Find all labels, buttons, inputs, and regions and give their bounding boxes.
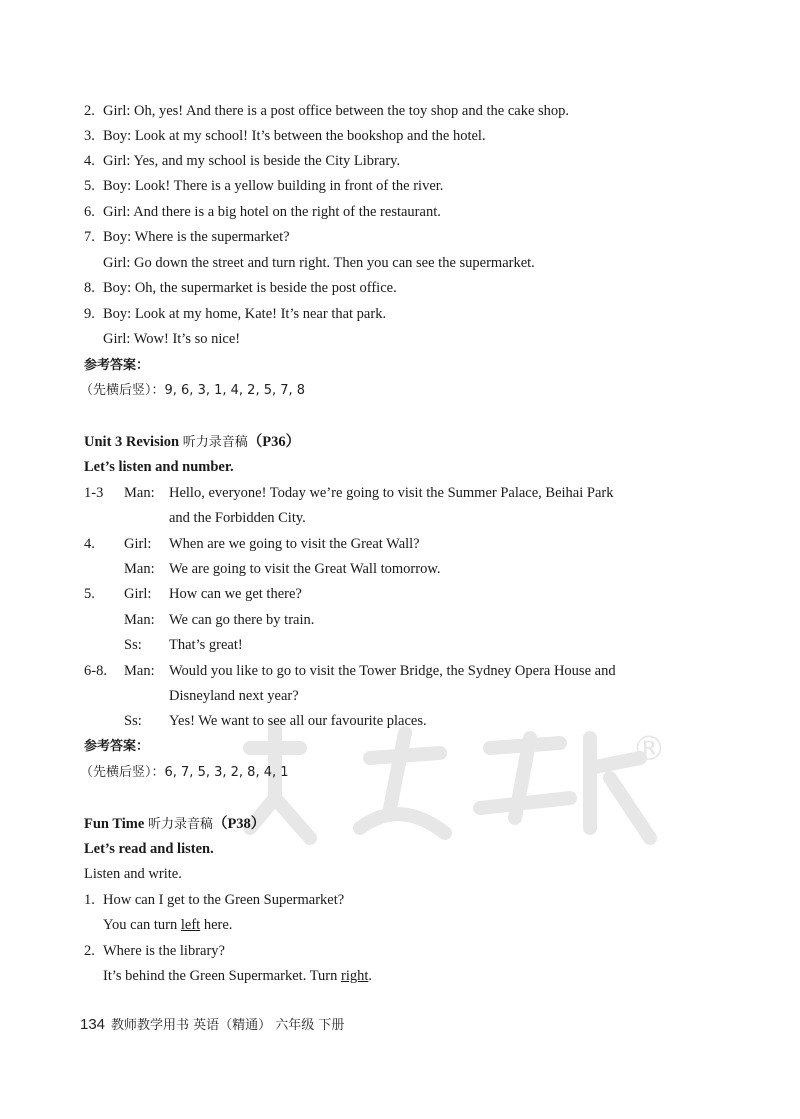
question-2: 2. Where is the library? [84, 943, 225, 959]
transcript-row: Man: We are going to visit the Great Wall tomorrow. [124, 561, 441, 577]
dialogue-line-9-cont: Girl: Wow! It’s so nice! [103, 331, 241, 347]
dialogue-line-8: 8. Boy: Oh, the supermarket is beside the post office. [84, 280, 397, 296]
answer-key: （先横后竖）：6, 7, 5, 3, 2, 8, 4, 1 [80, 765, 289, 780]
page-footer [80, 1016, 344, 1035]
filled-blank: left [180, 917, 201, 933]
answer-label: 参考答案： [84, 739, 150, 754]
page-number: 134 [80, 1016, 106, 1033]
dialogue-line-4: 4. Girl: Yes, and my school is beside the City Library. [84, 153, 401, 169]
transcript-row: 1-3 Man: Hello, everyone! Today we’re going to visit the Summer Palace, Beihai Park [84, 485, 614, 501]
dialogue-line-7: 7. Boy: Where is the supermarket? [84, 229, 290, 245]
section-subtitle: Let’s read and listen. [84, 841, 214, 857]
section-title: Unit 3 Revision 听力录音稿（P36） [84, 434, 301, 450]
book-title: 教师教学用书 英语（精通） 六年级 下册 [111, 1018, 345, 1033]
transcript-row: and the Forbidden City. [169, 510, 306, 526]
transcript-row: 6-8. Man: Would you like to go to visit the Tower Bridge, the Sydney Opera House and [84, 663, 616, 679]
transcript-row: Disneyland next year? [169, 688, 299, 704]
registered-mark: ® [632, 729, 666, 769]
section-title: Fun Time 听力录音稿（P38） [84, 816, 266, 832]
dialogue-line-5: 5. Boy: Look! There is a yellow building in front of the river. [84, 178, 444, 194]
question-1: 1. How can I get to the Green Supermarket? [84, 892, 345, 908]
transcript-row: Ss: That’s great! [124, 637, 243, 653]
transcript-row: Man: We can go there by train. [124, 612, 315, 628]
dialogue-line-6: 6. Girl: And there is a big hotel on the right of the restaurant. [84, 204, 441, 220]
transcript-row: 4. Girl: When are we going to visit the Great Wall? [84, 536, 420, 552]
section-subtitle: Let’s listen and number. [84, 459, 234, 475]
transcript-row: Ss: Yes! We want to see all our favourite places. [124, 713, 427, 729]
instruction: Listen and write. [84, 866, 182, 882]
transcript-row: 5. Girl: How can we get there? [84, 586, 302, 602]
filled-blank: right [341, 968, 369, 984]
answer-1: You can turn left here. [103, 917, 233, 933]
dialogue-line-2: 2. Girl: Oh, yes! And there is a post office between the toy shop and the cake shop. [84, 103, 570, 119]
answer-label: 参考答案： [84, 358, 150, 373]
dialogue-line-9: 9. Boy: Look at my home, Kate! It’s near that park. [84, 306, 387, 322]
dialogue-line-7-cont: Girl: Go down the street and turn right. Then you can see the supermarket. [103, 255, 535, 271]
publisher-watermark-logo [230, 708, 670, 858]
dialogue-line-3: 3. Boy: Look at my school! It’s between the bookshop and the hotel. [84, 128, 486, 144]
answer-key: （先横后竖）：9, 6, 3, 1, 4, 2, 5, 7, 8 [80, 383, 306, 398]
answer-2: It’s behind the Green Supermarket. Turn right. [103, 968, 373, 984]
